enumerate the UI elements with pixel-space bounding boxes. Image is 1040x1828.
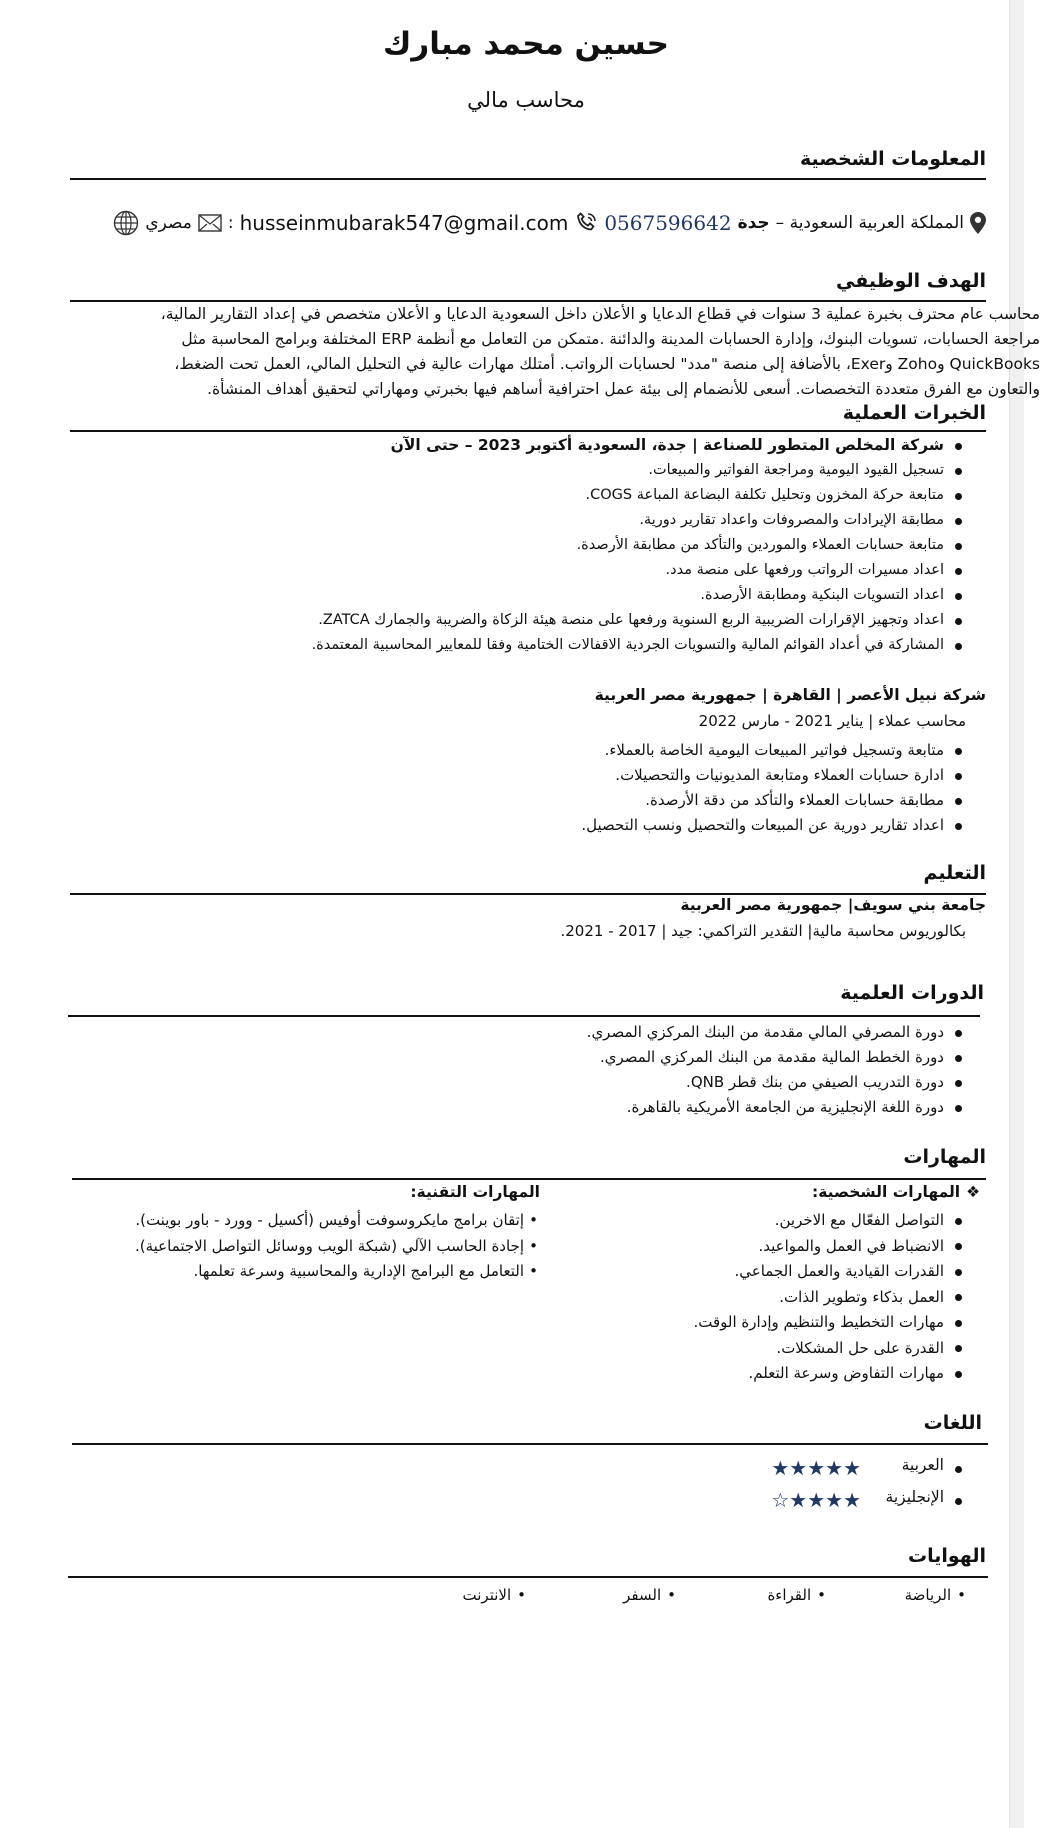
hobbies-list <box>66 1586 986 1612</box>
section-heading-objective: الهدف الوظيفي <box>836 270 986 292</box>
objective-line: QuickBooks وZoho وExer، بالأضافة إلى منصة "مدد" لحسابات الرواتب. أمتلك مهارات عالية في التحليل المالي، العمل تحت الضغط، <box>174 355 1040 373</box>
language-row <box>666 1456 966 1482</box>
list-item: الانضباط في العمل والمواعيد. <box>693 1234 966 1260</box>
phone-icon <box>574 211 598 235</box>
section-divider <box>72 1178 986 1180</box>
location-pin-icon <box>970 212 986 234</box>
soft-skills-heading <box>812 1183 980 1201</box>
list-item: تسجيل القيود اليومية ومراجعة الفواتير والمبيعات. <box>312 458 966 483</box>
scrollbar-track[interactable] <box>1009 0 1024 1828</box>
job1-list <box>312 433 966 658</box>
objective-paragraph <box>60 302 1040 402</box>
contact-line <box>66 207 986 239</box>
list-item: مهارات التفاوض وسرعة التعلم. <box>693 1361 966 1387</box>
job2-company: شركة نبيل الأعصر | القاهرة | جمهورية مصر العربية <box>594 686 986 704</box>
objective-line: محاسب عام محترف بخبرة عملية 3 سنوات في قطاع الدعايا و الأعلان داخل السعودية الدعايا و الأعلان متخصص في إعداد التقارير المالية، <box>160 305 1040 323</box>
list-item: مطابقة حسابات العملاء والتأكد من دقة الأرصدة. <box>581 788 966 813</box>
section-heading-experience: الخبرات العملية <box>842 402 986 424</box>
list-item: متابعة حركة المخزون وتحليل تكلفة البضاعة المباعة COGS. <box>312 483 966 508</box>
language-row <box>666 1488 966 1514</box>
section-divider <box>70 178 986 180</box>
section-divider <box>72 1443 988 1445</box>
list-item: العمل بذكاء وتطوير الذات. <box>693 1285 966 1311</box>
star-rating: ★★★★★ <box>771 1456 861 1480</box>
envelope-icon <box>198 214 222 232</box>
job-title: محاسب مالي <box>467 88 585 112</box>
education-institution: جامعة بني سويف| جمهورية مصر العربية <box>680 896 986 914</box>
globe-icon <box>113 210 139 236</box>
job2-role: محاسب عملاء | يناير 2021 - مارس 2022 <box>698 712 966 730</box>
section-heading-education: التعليم <box>923 862 986 884</box>
section-heading-personal: المعلومات الشخصية <box>799 148 986 170</box>
list-item: دورة المصرفي المالي مقدمة من البنك المركزي المصري. <box>587 1020 966 1045</box>
tech-skills-list <box>135 1208 538 1285</box>
list-item: اعداد تقارير دورية عن المبيعات والتحصيل ونسب التحصيل. <box>581 813 966 838</box>
nationality-text: مصري <box>145 213 192 233</box>
list-item: ادارة حسابات العملاء ومتابعة المديونيات والتحصيلات. <box>581 763 966 788</box>
candidate-name: حسين محمد مبارك <box>383 26 669 62</box>
city-text: جدة <box>737 213 770 233</box>
email-address[interactable]: husseinmubarak547@gmail.com <box>239 211 569 235</box>
bullet-dot <box>955 1498 962 1505</box>
objective-line: والتعاون مع الفرق متعددة التخصصات. أسعى للأنضمام إلى بيئة عمل احترافية أساهم فيها بخبرتي ومهاراتي لتحقيق أهداف المنشأة. <box>207 380 1040 398</box>
list-item: اعداد مسيرات الرواتب ورفعها على منصة مدد. <box>312 558 966 583</box>
objective-line: مراجعة الحسابات، تسويات البنوك، وإدارة الحسابات المدينة والدائنة .متمكن من التعامل مع أنظمة ERP المختلفة وبرامج المحاسبة مثل <box>181 330 1040 348</box>
location-text: المملكة العربية السعودية – <box>775 213 964 233</box>
section-divider <box>68 1576 988 1578</box>
list-item: القدرات القيادية والعمل الجماعي. <box>693 1259 966 1285</box>
hobby-item: • القراءة <box>767 1586 826 1604</box>
hobby-item: • الانترنت <box>463 1586 526 1604</box>
email-prefix: : <box>227 213 234 233</box>
tech-skills-heading: المهارات التقنية: <box>410 1183 540 1201</box>
star-rating: ☆★★★★ <box>771 1488 861 1512</box>
job2-list <box>581 738 966 838</box>
language-name: الإنجليزية <box>885 1488 944 1506</box>
language-name: العربية <box>901 1456 944 1474</box>
list-item: • إجادة الحاسب الآلي (شبكة الويب ووسائل التواصل الاجتماعية). <box>135 1234 538 1260</box>
diamond-bullet-icon: ❖ <box>966 1183 980 1201</box>
soft-skills-heading-text: المهارات الشخصية: <box>812 1183 961 1201</box>
list-item: متابعة حسابات العملاء والموردين والتأكد من مطابقة الأرصدة. <box>312 533 966 558</box>
list-item: مطابقة الإيرادات والمصروفات واعداد تقارير دورية. <box>312 508 966 533</box>
list-item: مهارات التخطيط والتنظيم وإدارة الوقت. <box>693 1310 966 1336</box>
hobby-item: • الرياضة <box>905 1586 966 1604</box>
list-item: • إتقان برامج مايكروسوفت أوفيس (أكسيل - وورد - باور بوينت). <box>135 1208 538 1234</box>
resume-page <box>66 0 1040 1828</box>
list-item: المشاركة في أعداد القوائم المالية والتسويات الجردية الاقفالات الختامية وفقا للمعايير المحاسبية المعتمدة. <box>312 633 966 658</box>
phone-number[interactable]: 0567596642 <box>604 211 732 235</box>
section-heading-hobbies: الهوايات <box>908 1545 986 1567</box>
list-item: دورة اللغة الإنجليزية من الجامعة الأمريكية بالقاهرة. <box>587 1095 966 1120</box>
list-item: القدرة على حل المشكلات. <box>693 1336 966 1362</box>
soft-skills-list <box>693 1208 966 1387</box>
list-item: متابعة وتسجيل فواتير المبيعات اليومية الخاصة بالعملاء. <box>581 738 966 763</box>
list-item: اعداد وتجهيز الإقرارات الضريبية الربع السنوية ورفعها على منصة هيئة الزكاة والضريبة والجمارك ZATCA. <box>312 608 966 633</box>
list-item: • التعامل مع البرامج الإدارية والمحاسبية وسرعة تعلمها. <box>135 1259 538 1285</box>
section-divider <box>70 430 986 432</box>
hobby-item: • السفر <box>623 1586 676 1604</box>
section-heading-skills: المهارات <box>903 1146 986 1168</box>
courses-list <box>587 1020 966 1120</box>
list-item: دورة التدريب الصيفي من بنك قطر QNB. <box>587 1070 966 1095</box>
list-item: دورة الخطط المالية مقدمة من البنك المركزي المصري. <box>587 1045 966 1070</box>
job1-company: شركة المخلص المتطور للصناعة | جدة، السعودية أكتوبر 2023 – حتى الآن <box>312 433 966 458</box>
bullet-dot <box>955 1466 962 1473</box>
section-heading-courses: الدورات العلمية <box>840 982 984 1004</box>
education-degree: بكالوريوس محاسبة مالية| التقدير التراكمي: جيد | 2017 - 2021. <box>560 922 966 940</box>
section-heading-languages: اللغات <box>923 1412 982 1434</box>
section-divider <box>68 1015 980 1017</box>
list-item: اعداد التسويات البنكية ومطابقة الأرصدة. <box>312 583 966 608</box>
list-item: التواصل الفعّال مع الاخرين. <box>693 1208 966 1234</box>
section-divider <box>70 893 986 895</box>
